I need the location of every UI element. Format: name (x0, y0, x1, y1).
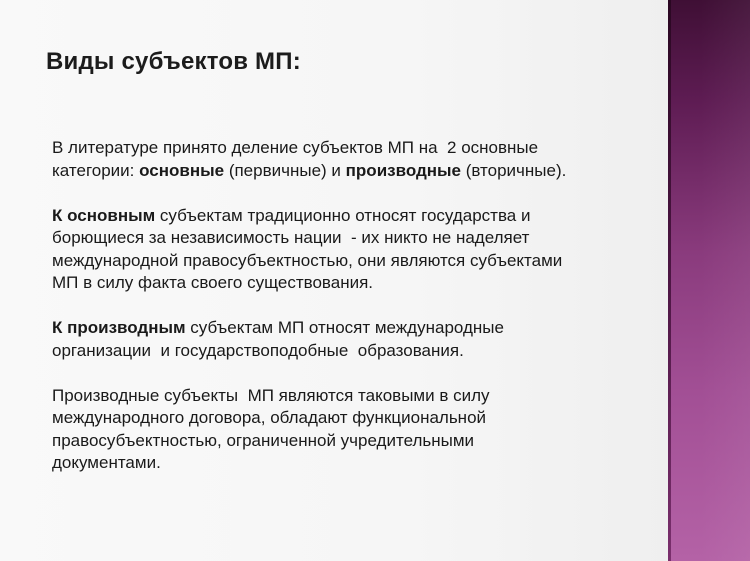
text-segment: Производные субъекты МП являются таковыми в силу (52, 385, 490, 405)
text-line (52, 407, 652, 430)
text-segment: (первичные) и (224, 160, 346, 180)
paragraph (52, 385, 652, 475)
text-line (52, 317, 652, 340)
text-line (52, 137, 652, 160)
text-segment: международной правосубъектностью, они являются субъектами (52, 250, 563, 270)
text-segment: борющиеся за независимость нации - их никто не наделяет (52, 228, 530, 247)
text-line (52, 385, 652, 408)
text-segment: документами. (52, 453, 161, 472)
text-line (52, 430, 652, 453)
paragraph (52, 137, 652, 182)
bold-term: К производным (52, 318, 186, 337)
text-segment: правосубъектностью, ограниченной учредительными (52, 430, 475, 450)
text-line (52, 160, 652, 183)
text-segment: международного договора, обладают функциональной (52, 408, 487, 427)
text-segment: категории: (52, 160, 140, 180)
text-segment: В литературе принято деление субъектов МП на 2 основные (52, 138, 539, 157)
text-line (52, 340, 652, 363)
text-line (52, 272, 652, 295)
text-segment: (вторичные). (461, 160, 567, 180)
text-segment: субъектам МП относят международные (185, 318, 504, 337)
bold-term: К основным (52, 205, 156, 225)
bold-term: производные (345, 160, 462, 180)
paragraph (52, 317, 652, 362)
slide-title: Виды субъектов МП: (46, 48, 301, 75)
side-bar-divider (668, 0, 671, 561)
text-line (52, 205, 652, 228)
side-bar-shine (700, 0, 750, 561)
text-line (52, 452, 652, 475)
text-segment: МП в силу факта своего существования. (52, 273, 374, 292)
text-segment: субъектам традиционно относят государства и (155, 205, 531, 225)
paragraph (52, 205, 652, 295)
text-segment: организации и государствоподобные образования. (52, 340, 464, 360)
text-line (52, 227, 652, 250)
bold-term: основные (139, 160, 225, 180)
slide-content (52, 137, 652, 475)
text-line (52, 250, 652, 273)
